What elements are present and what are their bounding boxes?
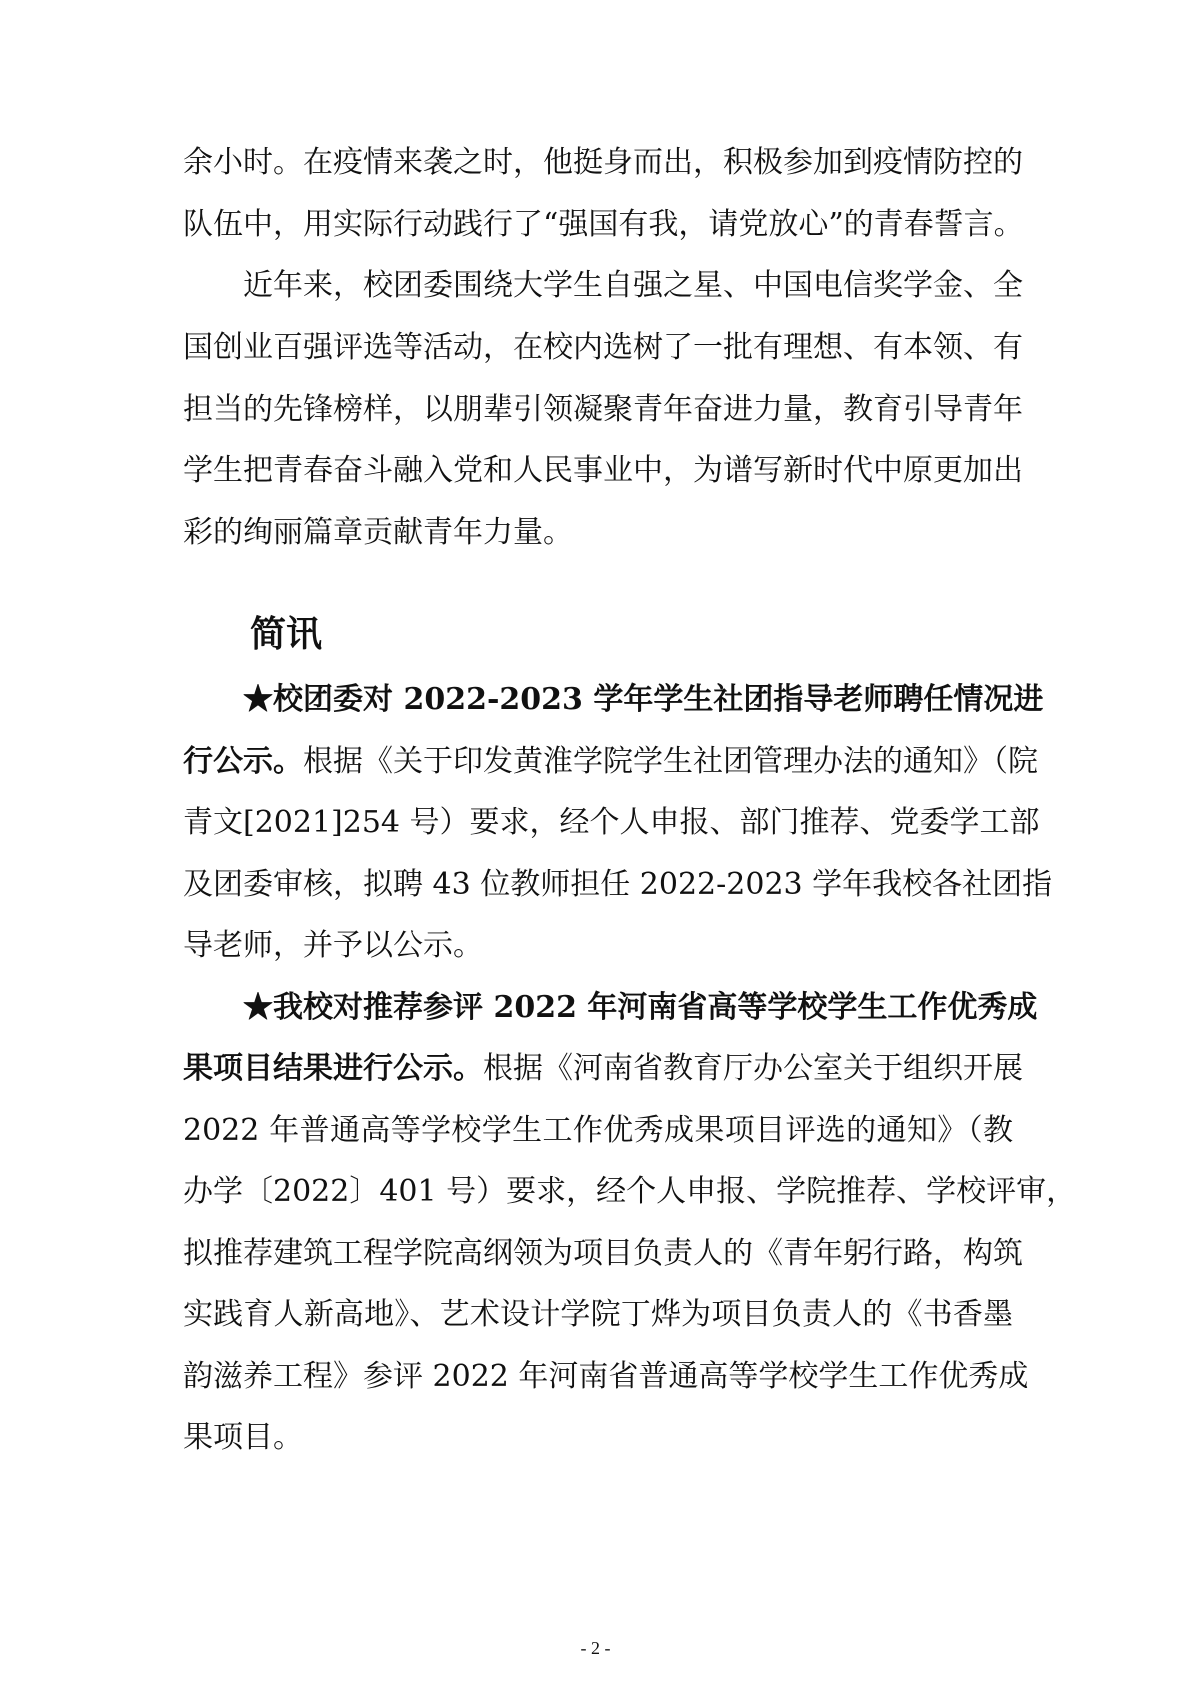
item-1-line-4: 及团委审核，拟聘 43 位教师担任 2022-2023 学年我校各社团指 bbox=[183, 867, 1053, 902]
item-2-title-line-1: ★我校对推荐参评 2022 年河南省高等学校学生工作优秀成 bbox=[243, 990, 1038, 1025]
item-1-line-5: 导老师，并予以公示。 bbox=[183, 928, 483, 963]
item-2-line-2-text: 根据《河南省教育厅办公室关于组织开展 bbox=[483, 1051, 1023, 1086]
paragraph-2-line-1: 近年来，校团委围绕大学生自强之星、中国电信奖学金、全 bbox=[243, 268, 1023, 303]
item-2-line-6: 实践育人新高地》、艺术设计学院丁烨为项目负责人的《书香墨 bbox=[183, 1297, 1013, 1332]
item-1-title-line-1: ★校团委对 2022-2023 学年学生社团指导老师聘任情况进 bbox=[243, 682, 1044, 717]
item-2-line-2 bbox=[183, 1049, 1023, 1089]
item-2-line-5: 拟推荐建筑工程学院高纲领为项目负责人的《青年躬行路，构筑 bbox=[183, 1236, 1023, 1271]
item-1-line-3: 青文[2021]254 号）要求，经个人申报、部门推荐、党委学工部 bbox=[183, 805, 1040, 840]
paragraph-2-line-4: 学生把青春奋斗融入党和人民事业中，为谱写新时代中原更加出 bbox=[183, 453, 1023, 488]
page-number: - 2 - bbox=[580, 1638, 611, 1658]
item-2-line-8: 果项目。 bbox=[183, 1420, 303, 1455]
item-2-line-4: 办学〔2022〕401 号）要求，经个人申报、学院推荐、学校评审， bbox=[183, 1174, 1077, 1209]
item-1-line-2 bbox=[183, 742, 1038, 782]
item-1-title-line-2: 行公示。 bbox=[183, 744, 303, 779]
item-1-line-2-text: 根据《关于印发黄淮学院学生社团管理办法的通知》（院 bbox=[303, 744, 1038, 779]
item-2-line-3: 2022 年普通高等学校学生工作优秀成果项目评选的通知》（教 bbox=[183, 1113, 1013, 1148]
section-title: 简讯 bbox=[250, 613, 323, 655]
paragraph-1-line-1: 余小时。在疫情来袭之时，他挺身而出，积极参加到疫情防控的 bbox=[183, 145, 1023, 180]
paragraph-2-line-5: 彩的绚丽篇章贡献青年力量。 bbox=[183, 515, 573, 550]
paragraph-1-line-2: 队伍中，用实际行动践行了“强国有我，请党放心”的青春誓言。 bbox=[183, 207, 1024, 242]
paragraph-2-line-2: 国创业百强评选等活动，在校内选树了一批有理想、有本领、有 bbox=[183, 330, 1023, 365]
paragraph-2-line-3: 担当的先锋榜样，以朋辈引领凝聚青年奋进力量，教育引导青年 bbox=[183, 392, 1023, 427]
item-2-line-7: 韵滋养工程》参评 2022 年河南省普通高等学校学生工作优秀成 bbox=[183, 1359, 1029, 1394]
item-2-title-line-2: 果项目结果进行公示。 bbox=[183, 1051, 483, 1086]
